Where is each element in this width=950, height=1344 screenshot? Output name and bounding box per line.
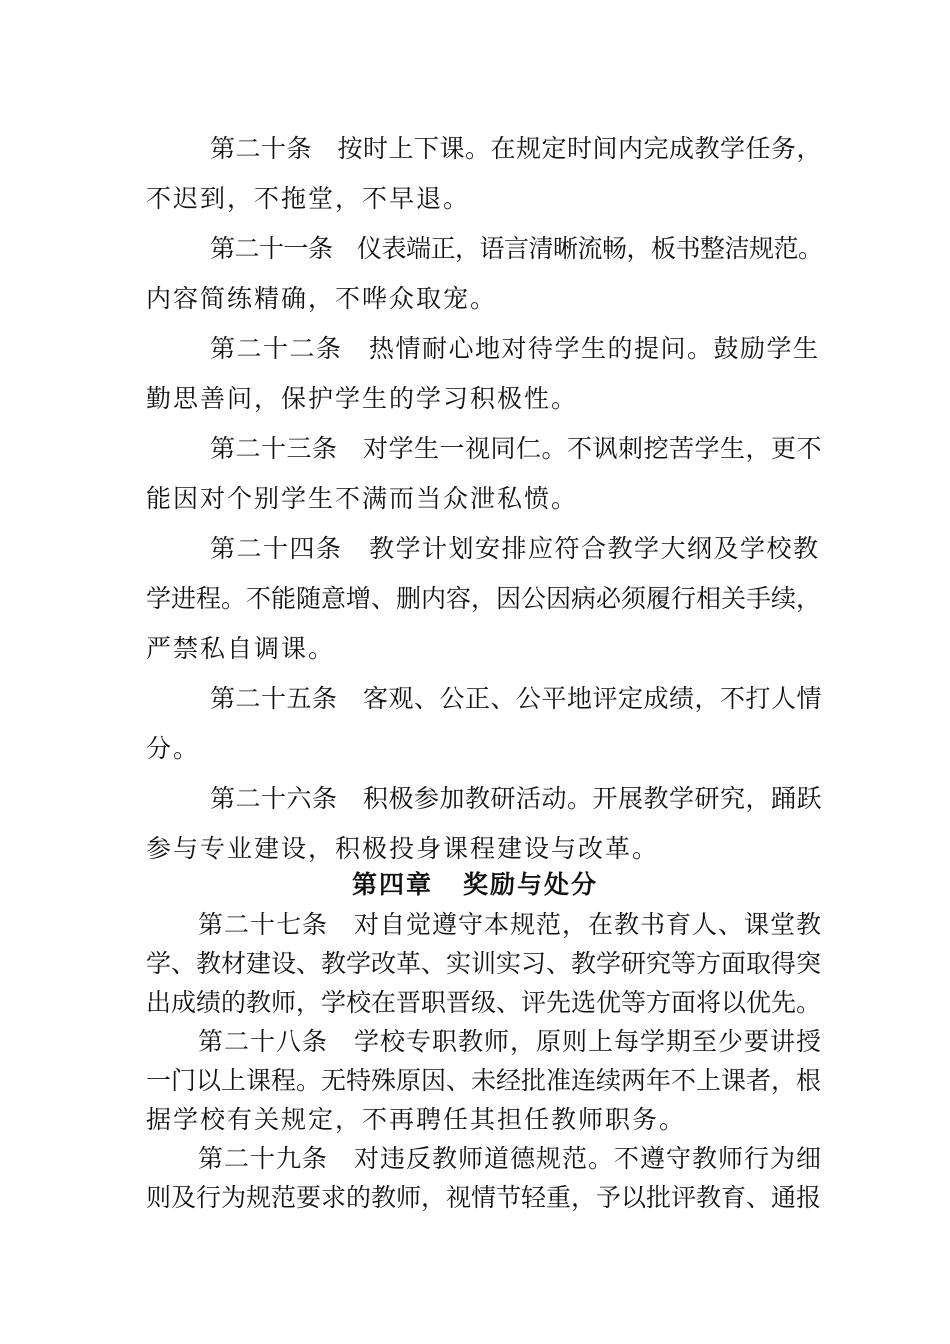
article-25-line-1: 第二十五条 客观、公正、公平地评定成绩，不打人情: [210, 684, 823, 713]
chapter-number: 第四章: [351, 870, 433, 899]
chapter-title: 奖励与处分: [463, 870, 599, 899]
article-24-line-2: 学进程。不能随意增、删内容，因公因病必须履行相关手续，: [146, 584, 822, 613]
article-27-line-3: 出成绩的教师，学校在晋职晋级、评先选优等方面将以优先。: [146, 988, 822, 1017]
chapter-heading: [0, 869, 950, 901]
article-26-line-2: 参与专业建设，积极投身课程建设与改革。: [146, 834, 660, 863]
article-21-line-1: 第二十一条 仪表端正，语言清晰流畅，板书整洁规范。: [210, 234, 823, 263]
article-23-line-1: 第二十三条 对学生一视同仁。不讽刺挖苦学生，更不: [210, 434, 823, 463]
article-24-line-1: 第二十四条 教学计划安排应符合教学大纲及学校教: [210, 534, 820, 563]
article-22-line-1: 第二十二条 热情耐心地对待学生的提问。鼓励学生: [210, 334, 820, 363]
article-28-line-2: 一门以上课程。无特殊原因、未经批准连续两年不上课者，根: [146, 1066, 822, 1095]
article-28-line-1: 第二十八条 学校专职教师，原则上每学期至少要讲授: [198, 1027, 823, 1056]
article-20-line-1: 第二十条 按时上下课。在规定时间内完成教学任务，: [210, 134, 823, 163]
article-26-line-1: 第二十六条 积极参加教研活动。开展教学研究，踊跃: [210, 784, 823, 813]
article-22-line-2: 勤思善问，保护学生的学习积极性。: [146, 384, 579, 413]
article-20-line-2: 不迟到，不拖堂，不早退。: [146, 184, 471, 213]
article-25-line-2: 分。: [146, 734, 201, 763]
article-29-line-2: 则及行为规范要求的教师，视情节轻重，予以批评教育、通报: [146, 1183, 822, 1212]
article-29-line-1: 第二十九条 对违反教师道德规范。不遵守教师行为细: [198, 1144, 823, 1173]
article-23-line-2: 能因对个别学生不满而当众泄私愤。: [146, 484, 579, 513]
article-24-line-3: 严禁私自调课。: [146, 634, 336, 663]
article-28-line-3: 据学校有关规定，不再聘任其担任教师职务。: [146, 1105, 687, 1134]
article-27-line-2: 学、教材建设、教学改革、实训实习、教学研究等方面取得突: [146, 949, 822, 978]
article-27-line-1: 第二十七条 对自觉遵守本规范，在教书育人、课堂教: [198, 910, 823, 939]
article-21-line-2: 内容简练精确，不哗众取宠。: [146, 284, 498, 313]
